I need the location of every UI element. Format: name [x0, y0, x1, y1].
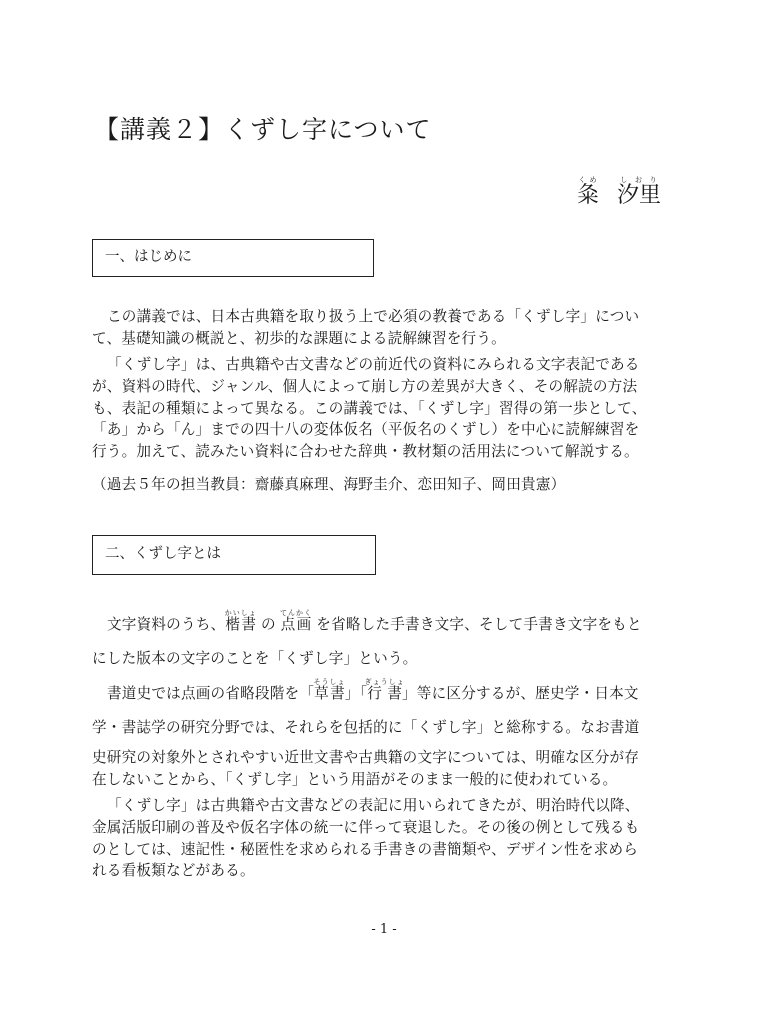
intro-paragraph-2: 「くずし字」は、古典籍や古文書などの前近代の資料にみられる文字表記である が、資料の時代、ジャンル、個人によって崩し方の差異が大きく、その解読の方法 も、表記の種類によって異なる。この講義では、「くずし字」習得の第一歩として、 「あ」から「ん」までの四十八の変体仮名（平仮名のくずし）を中心に読解練習を 行う。加えて、読みたい資料に合わせた辞典・教材類の活用法について解説する。: [92, 356, 647, 461]
intro-paragraph-1: この講義では、日本古典籍を取り扱う上で必須の教養である「くずし字」につい て、基礎知識の概説と、初歩的な課題による読解練習を行う。: [92, 308, 640, 347]
page-number: - 1 -: [371, 922, 397, 937]
definition-paragraph-1: 文字資料のうち、楷書かいしょ の 点画てんかく を省略した手書き文字、そして手書き文字をもと にした版本の文字のことを「くずし字」という。: [92, 609, 642, 667]
section-heading-definition: 二、くずし字とは: [92, 535, 376, 575]
author-surname: 粂くめ: [577, 176, 600, 208]
author-given-name: 汐里しおり: [617, 176, 662, 208]
past-instructors-note: （過去５年の担当教員：齋藤真麻理、海野圭介、恋田知子、岡田貴憲）: [92, 476, 566, 493]
definition-paragraph-2-continued: 史研究の対象外とされやすい近世文書や古典籍の文字については、明確な区分が存 在しないことから、「くずし字」という用語がそのまま一般的に使われている。: [92, 749, 640, 788]
definition-paragraph-3: 「くずし字」は古典籍や古文書などの表記に用いられてきたが、明治時代以降、 金属活版印刷の普及や仮名字体の統一に伴って衰退した。その後の例として残るも のとしては、速記性・秘匿性を求められる手書きの書簡類や、デザイン性を求めら れる看板類などがある。: [92, 797, 640, 880]
section-heading-intro: 一、はじめに: [92, 239, 374, 277]
lecture-title: 【講義２】くずし字について: [94, 115, 432, 144]
author-name: [577, 176, 661, 209]
definition-paragraph-2: 書道史では点画の省略段階を「草書そうしょ」「行書ぎょうしょ」等に区分するが、歴史学・日本文 学・書誌学の研究分野では、それらを包括的に「くずし字」と総称する。なお書道: [92, 678, 640, 736]
